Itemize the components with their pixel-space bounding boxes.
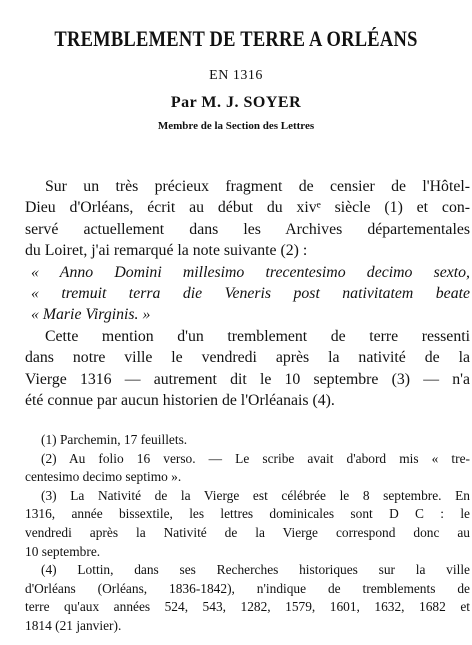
body-line: du Loiret, j'ai remarqué la note suivante (2) : (25, 242, 308, 260)
footnotes (25, 431, 470, 636)
article-title: TREMBLEMENT DE TERRE A ORLÉANS (54, 26, 418, 51)
author-line: Par M. J. SOYER (170, 94, 302, 111)
body-line: dans notre ville le vendredi après la nativité de la (25, 349, 470, 367)
footnote-line: (1) Parchemin, 17 feuillets. (41, 432, 188, 447)
body-line: Cette mention d'un tremblement de terre ressenti (45, 327, 470, 345)
body-line: Dieu d'Orléans, écrit au début du xivᵉ siècle (1) et con- (25, 199, 470, 217)
footnote-line: 1814 (21 janvier). (25, 617, 122, 633)
footnote-line: d'Orléans (Orléans, 1836-1842), n'indique de tremblements de (25, 580, 470, 596)
footnote-line: vendredi après la Nativité de la Vierge correspond donc au (25, 524, 470, 540)
footnote-line: (3) La Nativité de la Vierge est célébrée le 8 septembre. En (41, 487, 470, 503)
article-subtitle: EN 1316 (209, 68, 263, 83)
footnote-line: (2) Au folio 16 verso. — Le scribe avait d'abord mis « tre- (41, 450, 470, 466)
footnote-line: centesimo decimo septimo ». (25, 469, 182, 485)
author-affiliation: Membre de la Section des Lettres (157, 120, 315, 132)
quote-line: « Marie Virginis. » (31, 306, 151, 324)
body-text (25, 176, 470, 411)
body-line: Sur un très précieux fragment de censier de l'Hôtel- (45, 178, 470, 195)
footnote-line: terre qu'aux années 524, 543, 1282, 1579, 1601, 1632, 1682 et (25, 599, 470, 615)
footnote-line: (4) Lottin, dans ses Recherches historiques sur la ville (41, 562, 470, 578)
body-line: été connue par aucun historien de l'Orléanais (4). (25, 392, 335, 410)
body-line: Vierge 1316 — autrement dit le 10 septembre (3) — n'a (25, 370, 470, 388)
quote-line: « tremuit terra die Veneris post nativitatem beate (31, 285, 470, 303)
quote-line: « Anno Domini millesimo trecentesimo decimo sexto, (31, 263, 470, 281)
body-line: servé actuellement dans les Archives départementales (25, 220, 470, 238)
footnote-line: 1316, année bissextile, les lettres dominicales sont D C : le (25, 506, 470, 522)
footnote-line: 10 septembre. (25, 543, 101, 559)
